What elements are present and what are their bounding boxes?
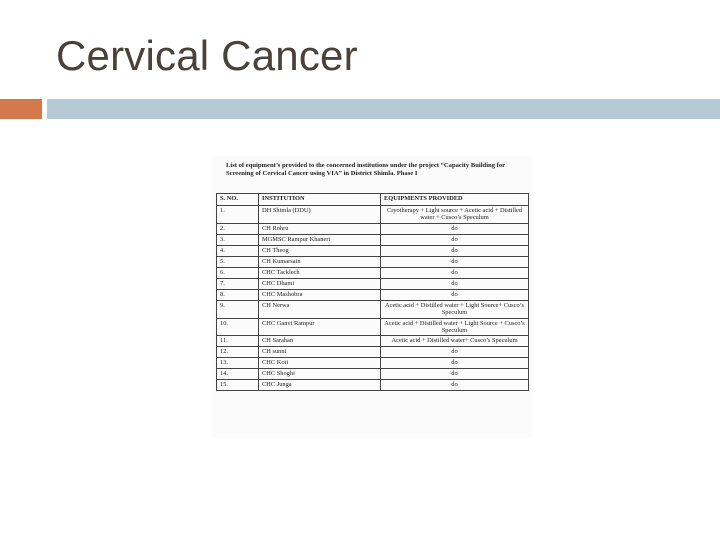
table-body bbox=[217, 206, 529, 391]
table-row bbox=[217, 256, 529, 267]
institution-cell: MGMSC Rampur Khaneri bbox=[259, 234, 381, 245]
sno-cell: 1. bbox=[217, 206, 259, 224]
equipment-cell: do bbox=[381, 245, 529, 256]
institution-cell: CHC Ganvi Rampur bbox=[259, 318, 381, 336]
sno-cell: 11. bbox=[217, 336, 259, 347]
institution-cell: CHC Mashobra bbox=[259, 289, 381, 300]
table-row bbox=[217, 369, 529, 380]
equipment-cell: do bbox=[381, 223, 529, 234]
institution-cell: CH Nerwa bbox=[259, 300, 381, 318]
institution-cell: CH Theog bbox=[259, 245, 381, 256]
institution-cell: CH Sarahan bbox=[259, 336, 381, 347]
table-row bbox=[217, 223, 529, 234]
equipment-cell: do bbox=[381, 234, 529, 245]
sno-cell: 4. bbox=[217, 245, 259, 256]
institution-cell: CHC Tacklech bbox=[259, 267, 381, 278]
table-row bbox=[217, 336, 529, 347]
institution-cell: DH Shimla (DDU) bbox=[259, 206, 381, 224]
table-row bbox=[217, 245, 529, 256]
header-sno: S. NO. bbox=[217, 194, 259, 206]
equipment-cell: do bbox=[381, 358, 529, 369]
table-row bbox=[217, 289, 529, 300]
equipment-cell: do bbox=[381, 369, 529, 380]
institution-cell: CH Kumarsain bbox=[259, 256, 381, 267]
table-row bbox=[217, 267, 529, 278]
institution-cell: CHC Dhami bbox=[259, 278, 381, 289]
sno-cell: 12. bbox=[217, 347, 259, 358]
sno-cell: 9. bbox=[217, 300, 259, 318]
equipment-cell: Acetic acid + Distilled water+ Cusco’s Speculum bbox=[381, 336, 529, 347]
table-row bbox=[217, 234, 529, 245]
table-header-row bbox=[217, 194, 529, 206]
sno-cell: 2. bbox=[217, 223, 259, 234]
equipment-cell: Acetic acid + Distilled water + Light Source + Cusco’s Speculum bbox=[381, 318, 529, 336]
table-row bbox=[217, 318, 529, 336]
sno-cell: 3. bbox=[217, 234, 259, 245]
table-row bbox=[217, 278, 529, 289]
accent-bar bbox=[47, 99, 720, 119]
equipment-cell: Cryotherapy + Light source + Acetic acid + Distilled water + Cusco’s Speculum bbox=[381, 206, 529, 224]
sno-cell: 6. bbox=[217, 267, 259, 278]
equipment-cell: do bbox=[381, 380, 529, 391]
equipment-table bbox=[216, 193, 529, 391]
institution-cell: CHC Junga bbox=[259, 380, 381, 391]
accent-block bbox=[0, 99, 42, 119]
document-image bbox=[212, 156, 532, 438]
slide-title: Cervical Cancer bbox=[56, 32, 358, 79]
sno-cell: 5. bbox=[217, 256, 259, 267]
table-row bbox=[217, 358, 529, 369]
equipment-cell: do bbox=[381, 347, 529, 358]
header-institution: INSTITUTION bbox=[259, 194, 381, 206]
institution-cell: CH sunni bbox=[259, 347, 381, 358]
institution-cell: CHC Shoghi bbox=[259, 369, 381, 380]
sno-cell: 8. bbox=[217, 289, 259, 300]
sno-cell: 15. bbox=[217, 380, 259, 391]
table-row bbox=[217, 300, 529, 318]
equipment-cell: do bbox=[381, 267, 529, 278]
table-row bbox=[217, 380, 529, 391]
sno-cell: 13. bbox=[217, 358, 259, 369]
institution-cell: CHC Koti bbox=[259, 358, 381, 369]
document-caption: List of equipment’s provided to the concerned institutions under the project “Capacity Building for Screening of Cervical Cancer using VIA” in District Shimla. Phase I bbox=[226, 162, 505, 178]
sno-cell: 10. bbox=[217, 318, 259, 336]
table-row bbox=[217, 206, 529, 224]
equipment-cell: do bbox=[381, 256, 529, 267]
equipment-cell: Acetic acid + Distilled water + Light Source+ Cusco’s Speculum bbox=[381, 300, 529, 318]
equipment-cell: do bbox=[381, 278, 529, 289]
header-equipment: EQUIPMENTS PROVIDED bbox=[381, 194, 529, 206]
institution-cell: CH Rohru bbox=[259, 223, 381, 234]
table-row bbox=[217, 347, 529, 358]
equipment-cell: do bbox=[381, 289, 529, 300]
sno-cell: 7. bbox=[217, 278, 259, 289]
sno-cell: 14. bbox=[217, 369, 259, 380]
